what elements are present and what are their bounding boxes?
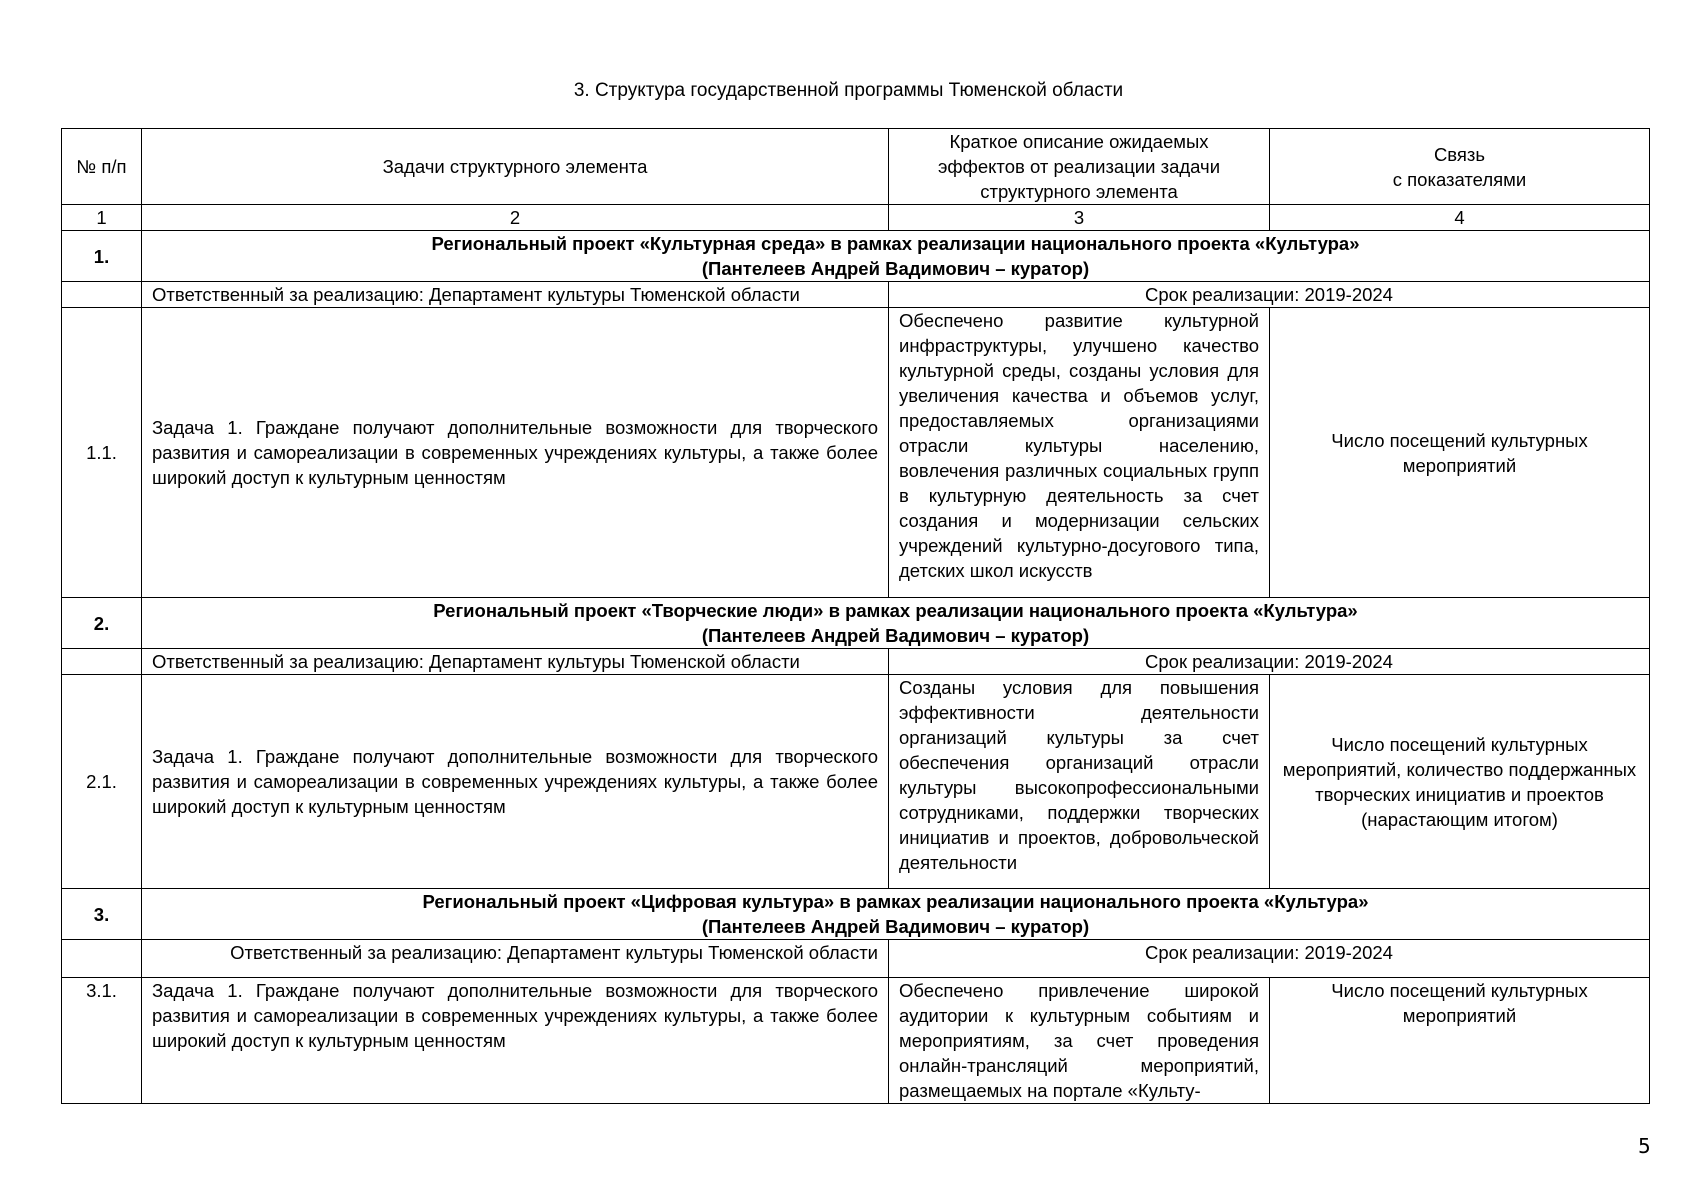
column-number: 1: [62, 205, 142, 231]
responsible-text: Ответственный за реализацию: Департамент культуры Тюменской области: [142, 649, 889, 675]
responsible-row: [62, 649, 1650, 675]
page-number: 5: [1638, 1134, 1651, 1158]
column-number-row: [62, 205, 1650, 231]
task-text: Задача 1. Граждане получают дополнительные возможности для творческого развития и самореализации в современных учреждениях культуры, а также более широкий доступ к культурным ценностям: [142, 978, 889, 1104]
empty-cell: [62, 282, 142, 308]
responsible-text: Ответственный за реализацию: Департамент культуры Тюменской области: [142, 282, 889, 308]
header-link: Связь с показателями: [1270, 129, 1650, 205]
header-tasks: Задачи структурного элемента: [142, 129, 889, 205]
empty-cell: [62, 940, 142, 978]
header-effects: Краткое описание ожидаемых эффектов от реализации задачи структурного элемента: [889, 129, 1270, 205]
term-text: Срок реализации: 2019-2024: [889, 649, 1650, 675]
task-text: Задача 1. Граждане получают дополнительные возможности для творческого развития и самореализации в современных учреждениях культуры, а также более широкий доступ к культурным ценностям: [142, 308, 889, 598]
task-text: Задача 1. Граждане получают дополнительные возможности для творческого развития и самореализации в современных учреждениях культуры, а также более широкий доступ к культурным ценностям: [142, 675, 889, 889]
task-row: [62, 978, 1650, 1104]
section-num: 3.: [62, 889, 142, 940]
responsible-row: [62, 940, 1650, 978]
column-number: 4: [1270, 205, 1650, 231]
section-header-row: [62, 598, 1650, 649]
empty-cell: [62, 649, 142, 675]
indicator-text: Число посещений культурных мероприятий: [1270, 978, 1650, 1104]
term-text: Срок реализации: 2019-2024: [889, 282, 1650, 308]
row-num: 2.1.: [62, 675, 142, 889]
section-header-row: [62, 889, 1650, 940]
section-num: 1.: [62, 231, 142, 282]
column-number: 3: [889, 205, 1270, 231]
indicator-text: Число посещений культурных мероприятий: [1270, 308, 1650, 598]
effect-text: Созданы условия для повышения эффективности деятельности организаций культуры за счет обеспечения организаций отрасли культуры высокопрофессиональными сотрудниками, поддержки творческих инициатив и проектов, добровольческой деятельности: [889, 675, 1270, 889]
task-row: [62, 675, 1650, 889]
row-num: 3.1.: [62, 978, 142, 1104]
effect-text: Обеспечено развитие культурной инфраструктуры, улучшено качество культурной среды, созданы условия для увеличения качества и объемов услуг, предоставляемых организациями отрасли культуры населению, вовлечения различных социальных групп в культурную деятельность за счет создания и модернизации сельских учреждений культурно-досугового типа, детских школ искусств: [889, 308, 1270, 598]
page-title: 3. Структура государственной программы Тюменской области: [573, 80, 1124, 101]
header-num: № п/п: [62, 129, 142, 205]
section-header-row: [62, 231, 1650, 282]
effect-text: Обеспечено привлечение широкой аудитории к культурным событиям и мероприятиям, за счет проведения онлайн-трансляций мероприятий, размещаемых на портале «Культу-: [889, 978, 1270, 1104]
indicator-text: Число посещений культурных мероприятий, количество поддержанных творческих инициатив и проектов (нарастающим итогом): [1270, 675, 1650, 889]
section-title: Региональный проект «Цифровая культура» в рамках реализации национального проекта «Культура» (Пантелеев Андрей Вадимович – куратор): [142, 889, 1650, 940]
column-number: 2: [142, 205, 889, 231]
row-num: 1.1.: [62, 308, 142, 598]
responsible-row: [62, 282, 1650, 308]
section-title: Региональный проект «Культурная среда» в рамках реализации национального проекта «Культура» (Пантелеев Андрей Вадимович – куратор): [142, 231, 1650, 282]
header-row: [62, 129, 1650, 205]
program-structure-table: [61, 128, 1650, 1104]
section-num: 2.: [62, 598, 142, 649]
task-row: [62, 308, 1650, 598]
responsible-text: Ответственный за реализацию: Департамент культуры Тюменской области: [142, 940, 889, 978]
term-text: Срок реализации: 2019-2024: [889, 940, 1650, 978]
section-title: Региональный проект «Творческие люди» в рамках реализации национального проекта «Культура» (Пантелеев Андрей Вадимович – куратор): [142, 598, 1650, 649]
